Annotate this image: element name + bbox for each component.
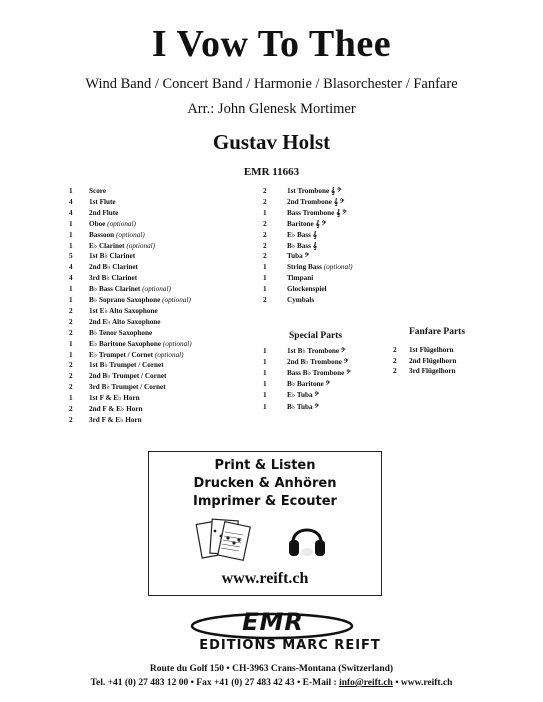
part-row <box>263 296 393 307</box>
part-name: String Bass (optional) <box>287 263 353 272</box>
part-row <box>69 231 269 242</box>
website-link[interactable]: • www.reift.ch <box>392 678 453 688</box>
part-name: 3rd B♭ Clarinet <box>89 274 138 283</box>
part-row <box>263 242 393 253</box>
part-quantity: 1 <box>263 347 267 355</box>
part-row <box>263 198 393 209</box>
part-quantity: 2 <box>263 187 267 195</box>
part-row <box>263 274 393 285</box>
part-row <box>69 252 269 263</box>
score-title: I Vow To Thee <box>151 23 392 65</box>
part-name: 3rd F & E♭ Horn <box>89 415 142 424</box>
part-quantity: 2 <box>263 197 267 206</box>
part-row <box>263 220 393 231</box>
composer-name: Gustav Holst <box>212 130 331 154</box>
drucken-anhoeren-line: Drucken & Anhören <box>193 476 337 491</box>
part-quantity: 1 <box>263 391 267 400</box>
arranger-line: Arr.: John Glenesk Mortimer <box>187 101 356 117</box>
part-row <box>263 209 393 220</box>
part-row <box>69 383 269 394</box>
sheet-music-icon <box>195 516 251 562</box>
special-part-row <box>263 358 393 369</box>
part-quantity: 2 <box>393 356 397 365</box>
part-name: Bassoon (optional) <box>89 230 145 239</box>
fanfare-parts-title: Fanfare Parts <box>409 327 466 337</box>
part-name: 2nd B♭ Trombone 𝄢 <box>287 358 349 367</box>
part-row <box>69 351 269 362</box>
part-quantity: 2 <box>69 306 73 315</box>
part-quantity: 1 <box>69 285 73 294</box>
part-row <box>69 340 269 351</box>
special-part-row <box>263 391 393 402</box>
part-quantity: 2 <box>263 230 267 239</box>
part-quantity: 1 <box>263 402 267 411</box>
part-name: 1st B♭ Clarinet <box>89 252 136 261</box>
part-quantity: 1 <box>263 358 267 367</box>
part-quantity: 4 <box>69 197 73 206</box>
part-quantity: 1 <box>263 380 267 389</box>
part-row <box>69 394 269 405</box>
part-name: Cymbals <box>287 296 315 304</box>
part-quantity: 2 <box>69 415 73 424</box>
part-row <box>69 329 269 340</box>
part-name: 2nd Flute <box>89 208 119 217</box>
part-optional-note: (optional) <box>160 296 191 304</box>
publisher-contact <box>0 678 543 688</box>
part-name: B♭ Baritone 𝄢 <box>287 380 331 389</box>
part-quantity: 1 <box>263 274 267 283</box>
part-optional-note: (optional) <box>114 230 145 239</box>
special-part-row <box>263 380 393 391</box>
fanfare-part-row <box>393 357 493 368</box>
part-optional-note: (optional) <box>105 219 136 228</box>
part-name: 1st Flute <box>89 197 116 206</box>
part-row <box>69 187 269 198</box>
part-name: E♭ Tuba 𝄢 <box>287 391 319 400</box>
part-name: B♭ Soprano Saxophone (optional) <box>89 296 191 304</box>
part-name: E♭ Bass 𝄞 <box>287 230 318 239</box>
fanfare-part-row <box>393 367 493 378</box>
part-quantity: 1 <box>69 230 73 239</box>
part-optional-note: (optional) <box>161 339 192 348</box>
part-name: E♭ Clarinet (optional) <box>89 241 156 250</box>
part-quantity: 1 <box>69 187 73 195</box>
part-name: Oboe (optional) <box>89 219 136 228</box>
part-name: 2nd Flügelhorn <box>409 356 457 365</box>
special-part-row <box>263 403 393 414</box>
part-name: Timpani <box>287 274 314 283</box>
part-quantity: 1 <box>263 263 267 272</box>
part-name: Glockenspiel <box>287 285 327 294</box>
headphones-icon <box>287 518 327 560</box>
part-quantity: 1 <box>69 339 73 348</box>
part-quantity: 1 <box>69 241 73 250</box>
part-quantity: 4 <box>69 274 73 283</box>
part-row <box>69 307 269 318</box>
part-row <box>263 252 393 263</box>
part-quantity: 2 <box>69 405 73 413</box>
part-row <box>263 187 393 198</box>
part-quantity: 1 <box>69 219 73 228</box>
part-quantity: 2 <box>263 296 267 304</box>
part-quantity: 2 <box>69 372 73 381</box>
catalog-number: EMR 11663 <box>243 166 300 178</box>
part-name: B♭ Tenor Saxophone <box>89 328 153 337</box>
contact-phone-fax: Tel. +41 (0) 27 483 12 00 • Fax +41 (0) 27 483 42 43 • E-Mail : <box>90 678 340 688</box>
part-optional-note: (optional) <box>140 285 171 294</box>
part-row <box>263 285 393 296</box>
part-optional-note: (optional) <box>153 350 184 359</box>
part-quantity: 1 <box>69 296 73 304</box>
part-name: E♭ Trumpet / Cornet (optional) <box>89 350 184 359</box>
part-name: 2nd B♭ Trumpet / Cornet <box>89 372 167 381</box>
part-row <box>69 372 269 383</box>
part-row <box>69 242 269 253</box>
part-row <box>69 274 269 285</box>
part-name: Tuba 𝄢 <box>287 252 310 261</box>
part-quantity: 1 <box>263 369 267 378</box>
part-row <box>69 285 269 296</box>
part-row <box>69 198 269 209</box>
part-name: 3rd B♭ Trumpet / Cornet <box>89 383 166 392</box>
part-name: 3rd Flügelhorn <box>409 367 456 375</box>
part-quantity: 2 <box>69 328 73 337</box>
emr-logo-text: EMR <box>242 608 304 636</box>
part-name: 2nd B♭ Clarinet <box>89 263 138 272</box>
part-optional-note: (optional) <box>124 241 156 250</box>
part-row <box>69 263 269 274</box>
part-quantity: 2 <box>263 241 267 250</box>
special-parts-title: Special Parts <box>289 331 343 341</box>
part-quantity: 4 <box>69 208 73 217</box>
part-quantity: 2 <box>69 317 73 326</box>
part-row <box>69 361 269 372</box>
part-name: B♭ Tuba 𝄢 <box>287 402 319 411</box>
part-name: E♭ Baritone Saxophone (optional) <box>89 339 192 348</box>
part-row <box>69 296 269 307</box>
part-name: 2nd F & E♭ Horn <box>89 405 143 413</box>
part-row <box>69 402 269 416</box>
part-quantity: 2 <box>393 346 397 354</box>
publisher-name: EDITIONS MARC REIFT <box>199 638 381 653</box>
part-quantity: 2 <box>69 383 73 392</box>
print-listen-box[interactable] <box>148 451 382 596</box>
publisher-address: Route du Golf 150 • CH-3963 Crans-Montana (Switzerland) <box>149 664 394 674</box>
part-row <box>69 416 269 427</box>
part-name: 2nd E♭ Alto Saxophone <box>89 317 161 326</box>
part-name: 1st B♭ Trumpet / Cornet <box>89 361 164 370</box>
part-name: Score <box>89 187 107 195</box>
part-name: Bass B♭ Trombone 𝄢 <box>287 369 351 378</box>
part-name: 1st B♭ Trombone 𝄢 <box>287 347 346 355</box>
part-quantity: 1 <box>263 285 267 294</box>
website-url[interactable]: www.reift.ch <box>221 570 309 587</box>
part-quantity: 5 <box>69 252 73 261</box>
part-name: 1st E♭ Alto Saxophone <box>89 306 158 315</box>
part-name: Bass Trombone 𝄞 𝄢 <box>287 208 347 217</box>
part-name: B♭ Bass 𝄞 <box>287 241 318 250</box>
email-link[interactable]: info@reift.ch <box>339 678 393 688</box>
part-name: 1st F & E♭ Horn <box>89 394 140 403</box>
part-quantity: 2 <box>263 219 267 228</box>
part-row <box>69 209 269 220</box>
part-quantity: 2 <box>263 252 267 261</box>
part-row <box>69 318 269 329</box>
ensemble-subtitle: Wind Band / Concert Band / Harmonie / Blasorchester / Fanfare <box>85 76 458 92</box>
part-quantity: 2 <box>69 361 73 370</box>
imprimer-ecouter-line: Imprimer & Ecouter <box>193 494 337 509</box>
part-quantity: 1 <box>69 350 73 359</box>
special-part-row <box>263 347 393 358</box>
part-name: 2nd Trombone 𝄞 𝄢 <box>287 197 345 206</box>
part-quantity: 2 <box>393 367 397 375</box>
part-row <box>69 220 269 231</box>
special-part-row <box>263 369 393 380</box>
part-name: 1st Trombone 𝄞 𝄢 <box>287 187 342 195</box>
part-row <box>263 231 393 242</box>
part-quantity: 1 <box>69 394 73 403</box>
part-name: Baritone 𝄞 𝄢 <box>287 219 327 228</box>
part-name: B♭ Bass Clarinet (optional) <box>89 285 171 294</box>
part-row <box>263 263 393 274</box>
part-quantity: 1 <box>263 208 267 217</box>
fanfare-part-row <box>393 346 493 357</box>
print-listen-line: Print & Listen <box>214 458 316 473</box>
part-optional-note: (optional) <box>321 263 353 272</box>
part-name: 1st Flügelhorn <box>409 346 454 354</box>
part-quantity: 4 <box>69 263 73 272</box>
